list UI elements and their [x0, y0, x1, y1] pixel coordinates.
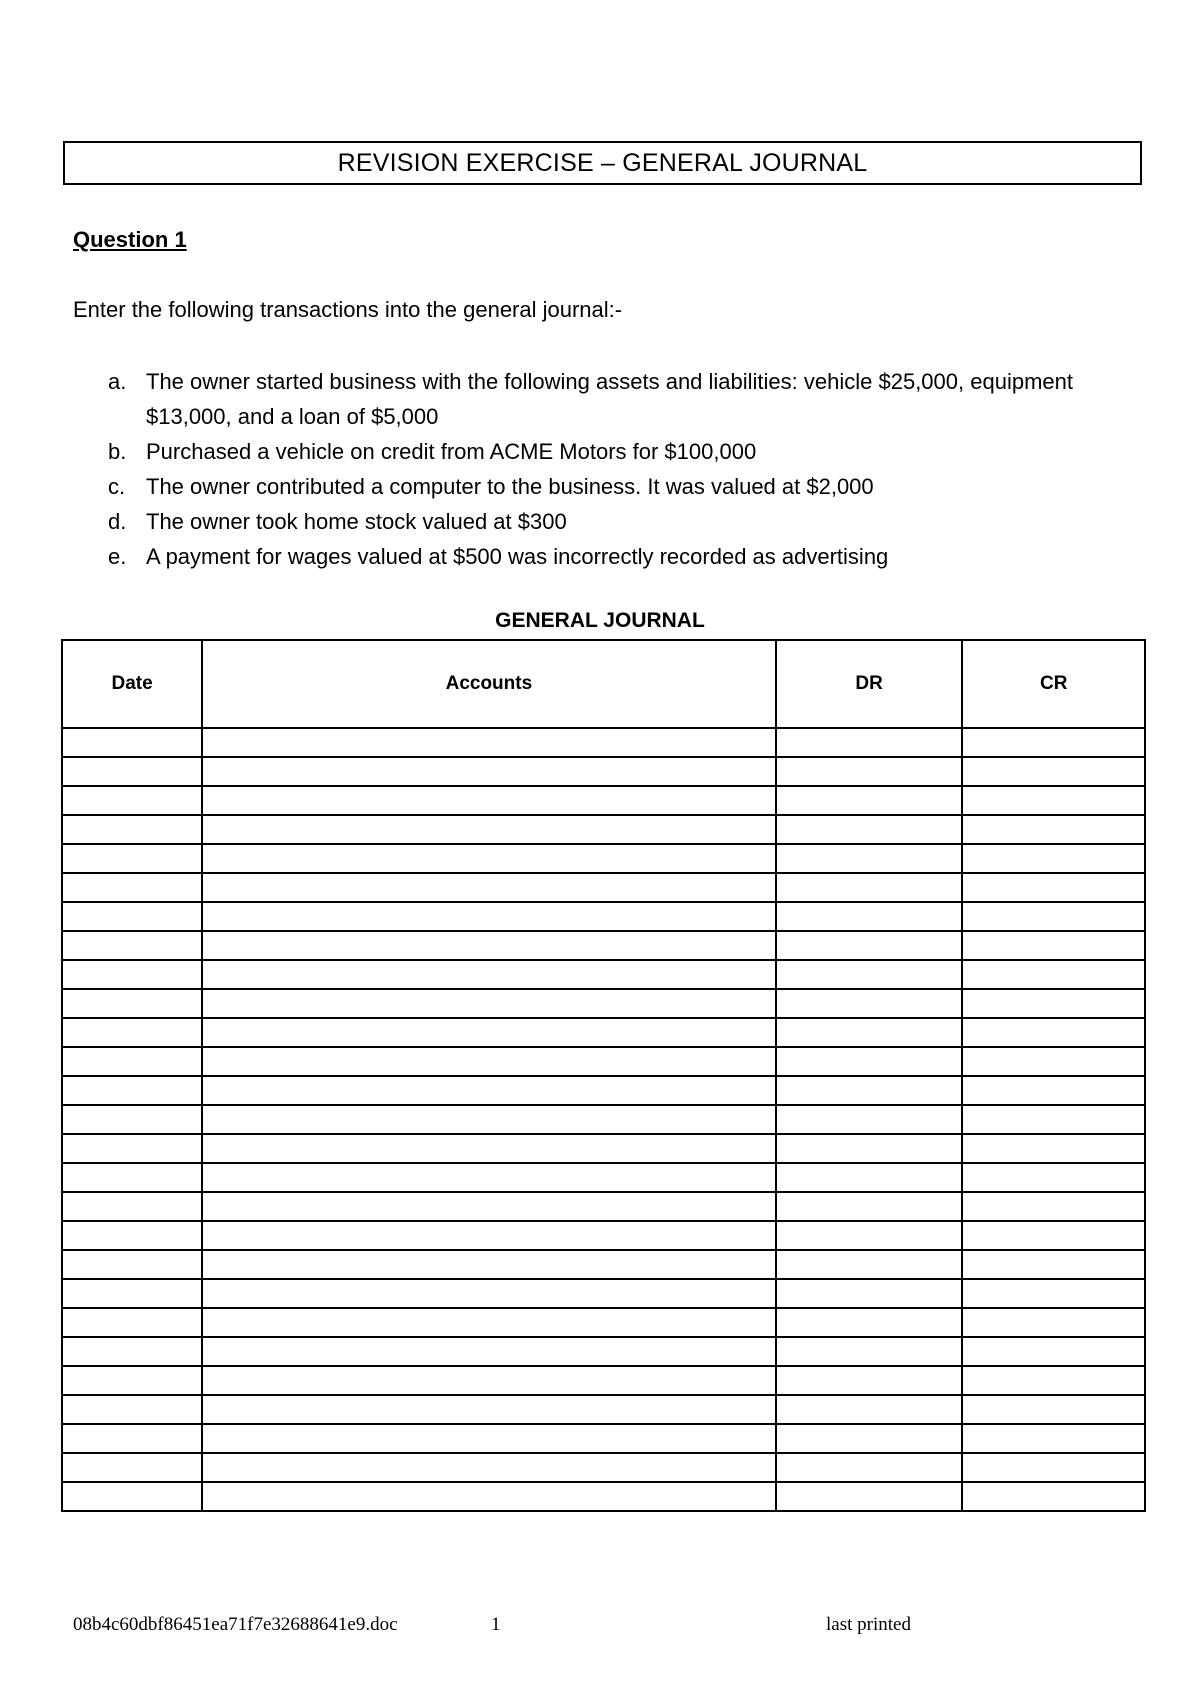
date-cell[interactable] — [62, 1453, 202, 1482]
dr-cell[interactable] — [776, 757, 963, 786]
journal-row — [62, 815, 1145, 844]
cr-cell[interactable] — [962, 1366, 1145, 1395]
date-cell[interactable] — [62, 728, 202, 757]
accounts-cell[interactable] — [202, 1192, 776, 1221]
accounts-cell[interactable] — [202, 815, 776, 844]
date-cell[interactable] — [62, 1163, 202, 1192]
date-cell[interactable] — [62, 1250, 202, 1279]
journal-row — [62, 1134, 1145, 1163]
date-cell[interactable] — [62, 815, 202, 844]
cr-cell[interactable] — [962, 728, 1145, 757]
journal-row — [62, 1105, 1145, 1134]
dr-cell[interactable] — [776, 1279, 963, 1308]
date-cell[interactable] — [62, 1047, 202, 1076]
accounts-cell[interactable] — [202, 960, 776, 989]
journal-row — [62, 1018, 1145, 1047]
journal-row — [62, 844, 1145, 873]
cr-cell[interactable] — [962, 1047, 1145, 1076]
transaction-letter: c. — [108, 474, 126, 499]
accounts-cell[interactable] — [202, 728, 776, 757]
dr-cell[interactable] — [776, 902, 963, 931]
date-cell[interactable] — [62, 1337, 202, 1366]
journal-row — [62, 786, 1145, 815]
cr-cell[interactable] — [962, 1308, 1145, 1337]
cr-cell[interactable] — [962, 1279, 1145, 1308]
cr-cell[interactable] — [962, 1018, 1145, 1047]
journal-row — [62, 1163, 1145, 1192]
footer-last-printed: last printed — [826, 1614, 911, 1635]
cr-cell[interactable] — [962, 989, 1145, 1018]
journal-row — [62, 1221, 1145, 1250]
date-cell[interactable] — [62, 1279, 202, 1308]
accounts-cell[interactable] — [202, 1076, 776, 1105]
date-cell[interactable] — [62, 1395, 202, 1424]
cr-cell[interactable] — [962, 960, 1145, 989]
journal-row — [62, 1047, 1145, 1076]
journal-row — [62, 1308, 1145, 1337]
journal-row — [62, 757, 1145, 786]
dr-cell[interactable] — [776, 989, 963, 1018]
cr-cell[interactable] — [962, 1337, 1145, 1366]
accounts-cell[interactable] — [202, 1105, 776, 1134]
journal-row — [62, 1366, 1145, 1395]
dr-cell[interactable] — [776, 1424, 963, 1453]
transaction-text: The owner contributed a computer to the business. It was valued at $2,000 — [146, 474, 874, 499]
date-cell[interactable] — [62, 1424, 202, 1453]
dr-cell[interactable] — [776, 1047, 963, 1076]
cr-cell[interactable] — [962, 1221, 1145, 1250]
dr-cell[interactable] — [776, 1337, 963, 1366]
date-cell[interactable] — [62, 989, 202, 1018]
dr-cell[interactable] — [776, 1192, 963, 1221]
accounts-cell[interactable] — [202, 1250, 776, 1279]
header-cr: CR — [962, 640, 1145, 728]
date-cell[interactable] — [62, 1076, 202, 1105]
date-cell[interactable] — [62, 1221, 202, 1250]
cr-cell[interactable] — [962, 786, 1145, 815]
cr-cell[interactable] — [962, 1424, 1145, 1453]
dr-cell[interactable] — [776, 1308, 963, 1337]
cr-cell[interactable] — [962, 1163, 1145, 1192]
cr-cell[interactable] — [962, 1250, 1145, 1279]
accounts-cell[interactable] — [202, 989, 776, 1018]
journal-row — [62, 873, 1145, 902]
document-title-text: REVISION EXERCISE – GENERAL JOURNAL — [337, 148, 868, 177]
journal-caption: GENERAL JOURNAL — [495, 609, 705, 632]
journal-row — [62, 960, 1145, 989]
journal-row — [62, 1076, 1145, 1105]
cr-cell[interactable] — [962, 1395, 1145, 1424]
cr-cell[interactable] — [962, 1105, 1145, 1134]
date-cell[interactable] — [62, 1105, 202, 1134]
date-cell[interactable] — [62, 960, 202, 989]
cr-cell[interactable] — [962, 1192, 1145, 1221]
dr-cell[interactable] — [776, 1453, 963, 1482]
dr-cell[interactable] — [776, 1366, 963, 1395]
date-cell[interactable] — [62, 931, 202, 960]
footer-filename: 08b4c60dbf86451ea71f7e32688641e9.doc — [73, 1614, 398, 1635]
journal-row — [62, 1192, 1145, 1221]
dr-cell[interactable] — [776, 931, 963, 960]
question-intro: Enter the following transactions into the general journal:- — [73, 297, 623, 322]
transaction-text: The owner took home stock valued at $300 — [146, 509, 567, 534]
cr-cell[interactable] — [962, 873, 1145, 902]
cr-cell[interactable] — [962, 1134, 1145, 1163]
cr-cell[interactable] — [962, 1076, 1145, 1105]
dr-cell[interactable] — [776, 1395, 963, 1424]
cr-cell[interactable] — [962, 815, 1145, 844]
date-cell[interactable] — [62, 1366, 202, 1395]
date-cell[interactable] — [62, 1192, 202, 1221]
transaction-list — [108, 364, 1148, 574]
accounts-cell[interactable] — [202, 1018, 776, 1047]
transaction-text: A payment for wages valued at $500 was incorrectly recorded as advertising — [146, 544, 889, 569]
date-cell[interactable] — [62, 1482, 202, 1511]
header-date: Date — [62, 640, 202, 728]
accounts-cell[interactable] — [202, 1482, 776, 1511]
transaction-letter: b. — [108, 439, 127, 464]
journal-body — [62, 728, 1145, 1511]
transaction-item — [108, 434, 1148, 469]
header-dr: DR — [776, 640, 963, 728]
accounts-cell[interactable] — [202, 1308, 776, 1337]
cr-cell[interactable] — [962, 1482, 1145, 1511]
cr-cell[interactable] — [962, 931, 1145, 960]
date-cell[interactable] — [62, 844, 202, 873]
header-accounts: Accounts — [202, 640, 776, 728]
accounts-cell[interactable] — [202, 1047, 776, 1076]
accounts-cell[interactable] — [202, 1424, 776, 1453]
footer-page-number: 1 — [491, 1614, 501, 1635]
accounts-cell[interactable] — [202, 1134, 776, 1163]
dr-cell[interactable] — [776, 1076, 963, 1105]
accounts-cell[interactable] — [202, 1279, 776, 1308]
accounts-cell[interactable] — [202, 1337, 776, 1366]
transaction-letter: e. — [108, 544, 127, 569]
cr-cell[interactable] — [962, 757, 1145, 786]
date-cell[interactable] — [62, 757, 202, 786]
date-cell[interactable] — [62, 873, 202, 902]
transaction-item — [108, 504, 1148, 539]
dr-cell[interactable] — [776, 960, 963, 989]
dr-cell[interactable] — [776, 1134, 963, 1163]
dr-cell[interactable] — [776, 1018, 963, 1047]
accounts-cell[interactable] — [202, 1395, 776, 1424]
dr-cell[interactable] — [776, 815, 963, 844]
cr-cell[interactable] — [962, 902, 1145, 931]
journal-row — [62, 1424, 1145, 1453]
journal-row — [62, 1453, 1145, 1482]
date-cell[interactable] — [62, 1134, 202, 1163]
journal-row — [62, 728, 1145, 757]
dr-cell[interactable] — [776, 1105, 963, 1134]
dr-cell[interactable] — [776, 1482, 963, 1511]
dr-cell[interactable] — [776, 786, 963, 815]
dr-cell[interactable] — [776, 1163, 963, 1192]
date-cell[interactable] — [62, 786, 202, 815]
transaction-item — [108, 539, 1148, 574]
journal-row — [62, 1279, 1145, 1308]
transaction-letter: a. — [108, 369, 127, 394]
accounts-cell[interactable] — [202, 1221, 776, 1250]
question-heading: Question 1 — [73, 227, 187, 252]
dr-cell[interactable] — [776, 844, 963, 873]
dr-cell[interactable] — [776, 1250, 963, 1279]
cr-cell[interactable] — [962, 1453, 1145, 1482]
accounts-cell[interactable] — [202, 1366, 776, 1395]
cr-cell[interactable] — [962, 844, 1145, 873]
transaction-item — [108, 469, 1148, 504]
dr-cell[interactable] — [776, 728, 963, 757]
accounts-cell[interactable] — [202, 786, 776, 815]
dr-cell[interactable] — [776, 1221, 963, 1250]
date-cell[interactable] — [62, 1308, 202, 1337]
journal-row — [62, 902, 1145, 931]
dr-cell[interactable] — [776, 873, 963, 902]
journal-header-row — [62, 640, 1145, 728]
journal-row — [62, 931, 1145, 960]
journal-row — [62, 1337, 1145, 1366]
accounts-cell[interactable] — [202, 757, 776, 786]
accounts-cell[interactable] — [202, 902, 776, 931]
date-cell[interactable] — [62, 902, 202, 931]
journal-row — [62, 989, 1145, 1018]
document-title — [63, 141, 1142, 185]
transaction-letter: d. — [108, 509, 127, 534]
accounts-cell[interactable] — [202, 931, 776, 960]
accounts-cell[interactable] — [202, 844, 776, 873]
journal-row — [62, 1482, 1145, 1511]
transaction-item — [108, 364, 1148, 434]
accounts-cell[interactable] — [202, 873, 776, 902]
accounts-cell[interactable] — [202, 1163, 776, 1192]
accounts-cell[interactable] — [202, 1453, 776, 1482]
date-cell[interactable] — [62, 1018, 202, 1047]
transaction-text: Purchased a vehicle on credit from ACME Motors for $100,000 — [146, 439, 757, 464]
journal-row — [62, 1395, 1145, 1424]
general-journal-table — [61, 639, 1146, 1512]
transaction-text: The owner started business with the following assets and liabilities: vehicle $25,000, equipment $13,000, and a loan of $5,000 — [146, 369, 1073, 429]
journal-row — [62, 1250, 1145, 1279]
